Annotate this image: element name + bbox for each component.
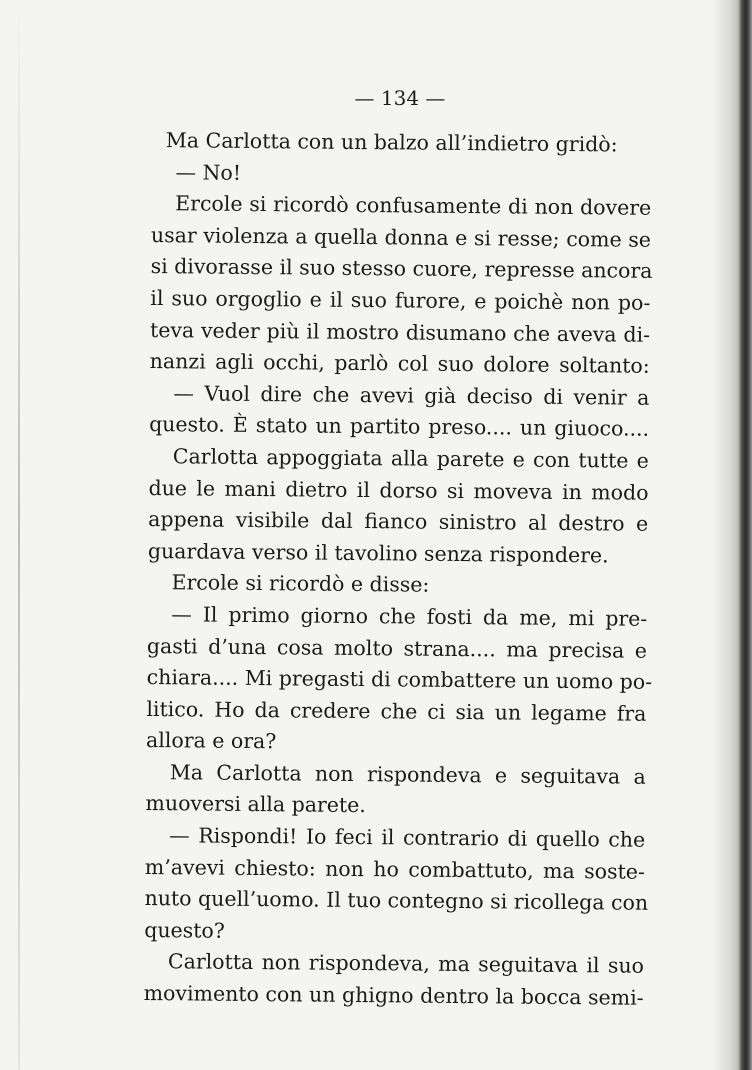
text-line: Ma Carlotta non rispondeva e seguitava a — [169, 760, 646, 789]
text-line: allora e ora? — [145, 728, 277, 754]
text-line: usar violenza a quella donna e si resse; come se — [150, 222, 652, 252]
text-line: — Rispondi! Io feci il contrario di quello che — [169, 823, 646, 852]
text-line: gasti d’una cosa molto strana.... ma precisa e — [146, 633, 648, 663]
text-line: Carlotta non rispondeva, ma seguitava il suo — [167, 949, 645, 979]
text-line: questo. È stato un partito preso.... un giuoco.... — [149, 412, 650, 442]
text-line: m’avevi chiesto: non ho combattuto, ma soste- — [144, 854, 645, 884]
text-line: questo? — [144, 917, 225, 943]
text-line: — No! — [175, 159, 242, 185]
text-line: movimento con un ghigno dentro la bocca semi- — [143, 980, 644, 1010]
text-line: nanzi agli occhi, parlò col suo dolore soltanto: — [149, 349, 650, 378]
page-binding-edge — [712, 0, 752, 1070]
text-line: teva veder più il mostro disumano che aveva di- — [149, 317, 651, 347]
text-line: due le mani dietro il dorso si moveva in modo — [148, 475, 649, 505]
text-line: Ercole si ricordò e disse: — [171, 570, 430, 597]
text-line: litico. Ho da credere che ci sia un legame fra — [146, 696, 647, 726]
text-line: Ma Carlotta con un balzo all’indietro gridò: — [165, 128, 618, 157]
text-line: Carlotta appoggiata alla parete e con tutte e — [172, 444, 649, 473]
page-left-edge — [18, 0, 20, 1070]
text-line: — Vuol dire che avevi già deciso di venir a — [173, 380, 650, 410]
text-line: muoversi alla parete. — [145, 791, 366, 818]
body-text — [144, 125, 652, 1014]
text-line: chiara.... Mi pregasti di combattere un uomo po- — [146, 665, 653, 694]
page-number: — 134 — — [354, 86, 446, 110]
text-line: nuto quell’uomo. Il tuo contegno si ricollega con — [144, 886, 649, 916]
text-line: — Il primo giorno che fosti da me, mi pre- — [171, 602, 648, 631]
text-line: si divorasse il suo stesso cuore, represse ancora — [150, 254, 653, 284]
text-line: guardava verso il tavolino senza rispondere. — [147, 538, 609, 568]
text-line: Ercole si ricordò confusamente di non dovere — [175, 191, 652, 220]
text-line: appena visibile dal fianco sinistro al destro e — [148, 507, 649, 536]
text-line: il suo orgoglio e il suo furore, e poichè non po- — [150, 285, 651, 315]
